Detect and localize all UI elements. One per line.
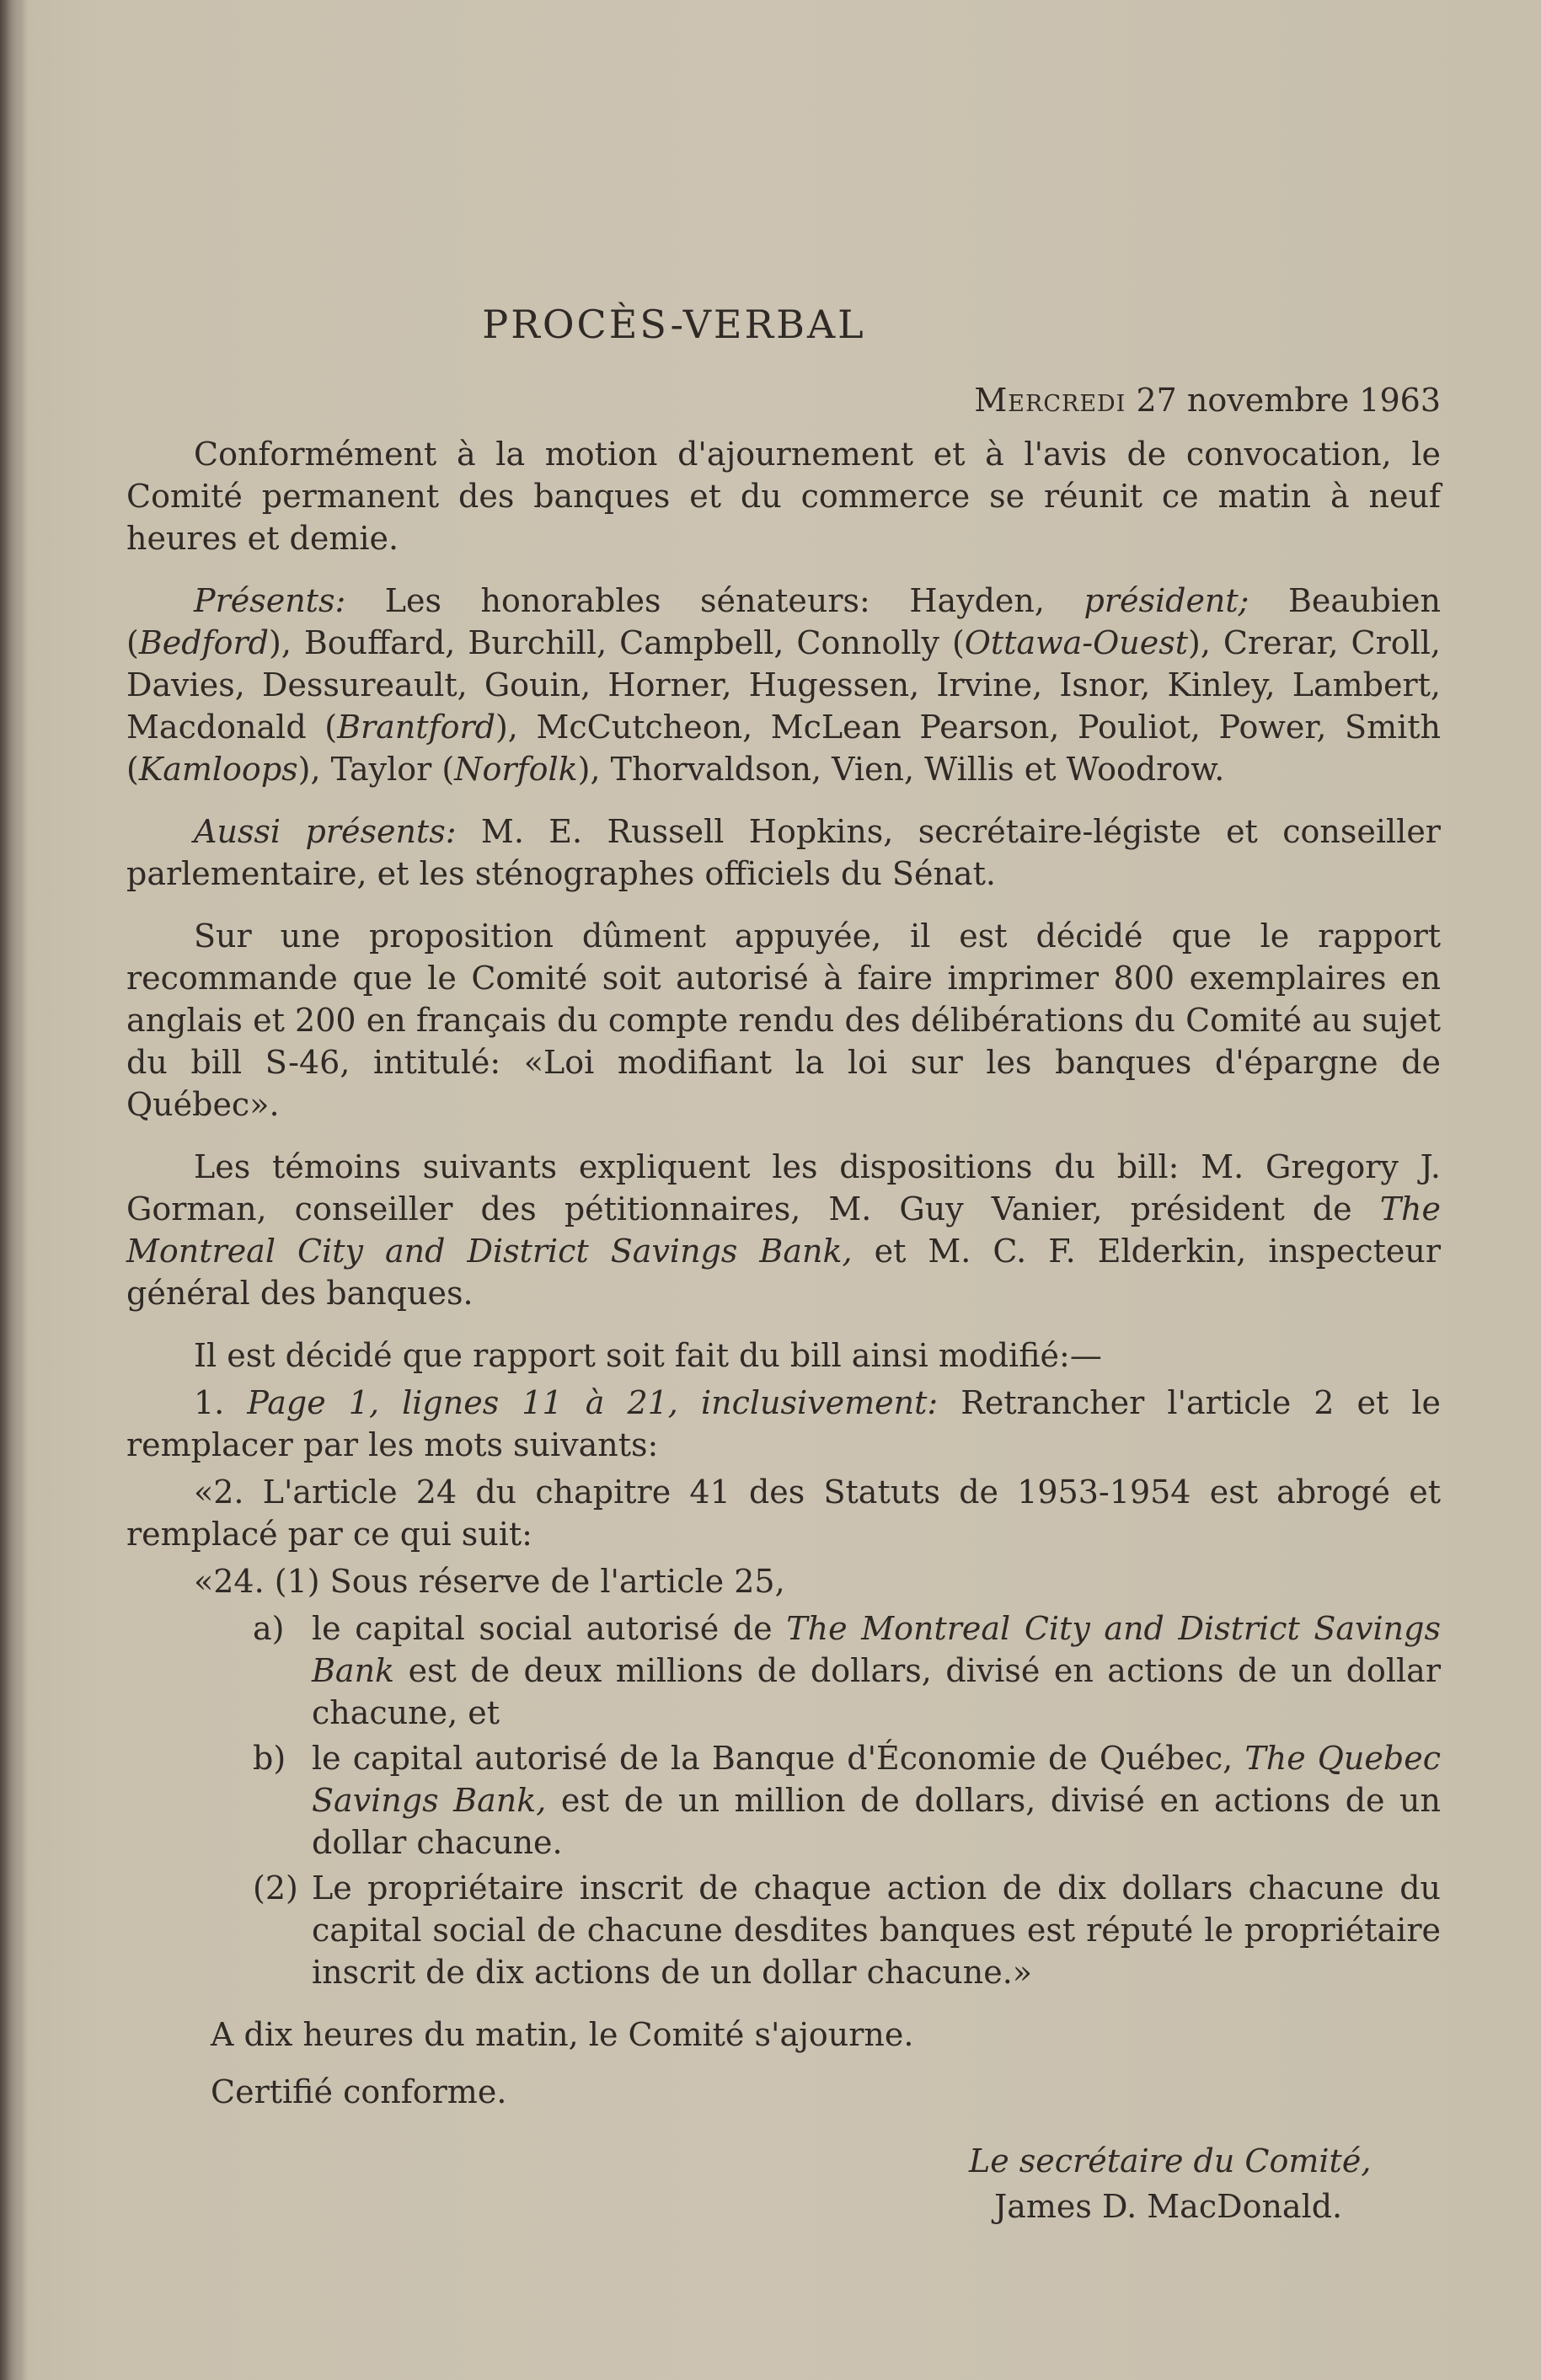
date-day: 27 novembre 1963 bbox=[1136, 382, 1441, 419]
item-text bbox=[312, 1607, 1441, 1734]
presents-text-e: ), McCutcheon, McLean Pearson, Pouliot, Power, Smith ( bbox=[126, 709, 1442, 788]
presents-text-c: ), Bouffard, Burchill, Campbell, Connolly ( bbox=[269, 624, 965, 661]
list-item bbox=[253, 1867, 1441, 1993]
presents-label: Présents: bbox=[194, 582, 346, 619]
page-title: PROCÈS-VERBAL bbox=[482, 302, 866, 347]
amendment-location: Page 1, lignes 11 à 21, inclusivement: bbox=[247, 1384, 939, 1421]
date-weekday: Mercredi bbox=[974, 382, 1126, 419]
item-a-pre: le capital social autorisé de bbox=[312, 1610, 773, 1647]
opening-paragraph: Conformément à la motion d'ajournement et à l'avis de convocation, le Comité permanent des banques et du commerce se réunit ce matin à neuf heures et demie. bbox=[126, 436, 1441, 557]
item-label: (2) bbox=[253, 1869, 298, 1907]
presents-text-g: ), Thorvaldson, Vien, Willis et Woodrow. bbox=[577, 751, 1225, 788]
meeting-date bbox=[126, 379, 1441, 421]
item-b-bank: The Quebec Savings Bank, bbox=[312, 1740, 1441, 1819]
item-a-post: est de deux millions de dollars, divisé en actions de un dollar chacune, et bbox=[312, 1652, 1441, 1731]
presents-text-b: Beaubien ( bbox=[126, 582, 1441, 661]
list-item bbox=[253, 1607, 1441, 1734]
presents-kamloops: Kamloops bbox=[138, 751, 298, 788]
subsection-list bbox=[253, 1607, 1441, 1993]
witnesses-paragraph bbox=[126, 1146, 1441, 1314]
presents-bedford: Bedford bbox=[138, 624, 269, 661]
aussi-presents-paragraph bbox=[126, 810, 1441, 895]
presents-brantford: Brantford bbox=[337, 709, 495, 746]
list-item bbox=[253, 1737, 1441, 1864]
item-a-bank: The Montreal City and District Savings Bank bbox=[312, 1610, 1441, 1689]
decision-paragraph: Il est décidé que rapport soit fait du bill ainsi modifié:— bbox=[194, 1337, 1102, 1374]
presents-text-f: ), Taylor ( bbox=[297, 751, 455, 788]
item-label: b) bbox=[253, 1740, 286, 1777]
signature-role: Le secrétaire du Comité, bbox=[969, 2142, 1372, 2179]
amendment-1 bbox=[126, 1382, 1441, 1466]
presents-ottawa: Ottawa-Ouest bbox=[964, 624, 1189, 661]
item-label: a) bbox=[253, 1610, 285, 1647]
minutes-body bbox=[126, 303, 1441, 2229]
presents-paragraph bbox=[126, 580, 1441, 790]
item-text: Le propriétaire inscrit de chaque action de dix dollars chacune du capital social de chacune desdites banques est réputé le propriétaire inscrit de dix actions de un dollar chacune.» bbox=[312, 1869, 1441, 1991]
aussi-text: M. E. Russell Hopkins, secrétaire-légiste et conseiller parlementaire, et les sténographes officiels du Sénat. bbox=[126, 813, 1441, 892]
presents-norfolk: Norfolk bbox=[454, 751, 578, 788]
witnesses-bank: The Montreal City and District Savings Bank, bbox=[126, 1190, 1441, 1270]
proposition-paragraph: Sur une proposition dûment appuyée, il est décidé que le rapport recommande que le Comité soit autorisé à faire imprimer 800 exemplaires en anglais et 200 en français du compte rendu des délibérations du Comité au sujet du bill S-46, intitulé: «Loi modifiant la loi sur les banques d'épargne de Québec». bbox=[126, 917, 1441, 1123]
adjournment-line: A dix heures du matin, le Comité s'ajourne. bbox=[211, 2016, 914, 2053]
quoted-section-2: «2. L'article 24 du chapitre 41 des Statuts de 1953-1954 est abrogé et remplacé par ce qui suit: bbox=[126, 1473, 1441, 1553]
presents-text-d: ), Crerar, Croll, Davies, Dessureault, Gouin, Horner, Hugessen, Irvine, Isnor, Kinley, Lambert, Macdonald ( bbox=[126, 624, 1441, 746]
item-text bbox=[312, 1737, 1441, 1864]
presents-text-a: Les honorables sénateurs: Hayden, bbox=[384, 582, 1045, 619]
quoted-section-24: «24. (1) Sous réserve de l'article 25, bbox=[194, 1563, 785, 1600]
certification-line: Certifié conforme. bbox=[211, 2073, 507, 2110]
book-spine-shadow bbox=[0, 0, 25, 2380]
witnesses-text-b: et M. C. F. Elderkin, inspecteur général des banques. bbox=[126, 1233, 1441, 1312]
item-b-pre: le capital autorisé de la Banque d'Économie de Québec, bbox=[312, 1740, 1233, 1777]
signature-name: James D. MacDonald. bbox=[994, 2188, 1343, 2225]
item-b-post: est de un million de dollars, divisé en actions de un dollar chacune. bbox=[312, 1782, 1441, 1861]
signature-block bbox=[969, 2138, 1441, 2229]
amendment-text: Retrancher l'article 2 et le remplacer par les mots suivants: bbox=[126, 1384, 1441, 1463]
presents-president: président; bbox=[1084, 582, 1249, 619]
amendment-number: 1. bbox=[194, 1384, 225, 1421]
witnesses-text-a: Les témoins suivants expliquent les dispositions du bill: M. Gregory J. Gorman, conseiller des pétitionnaires, M. Guy Vanier, président de bbox=[126, 1148, 1441, 1227]
aussi-label: Aussi présents: bbox=[194, 813, 457, 850]
